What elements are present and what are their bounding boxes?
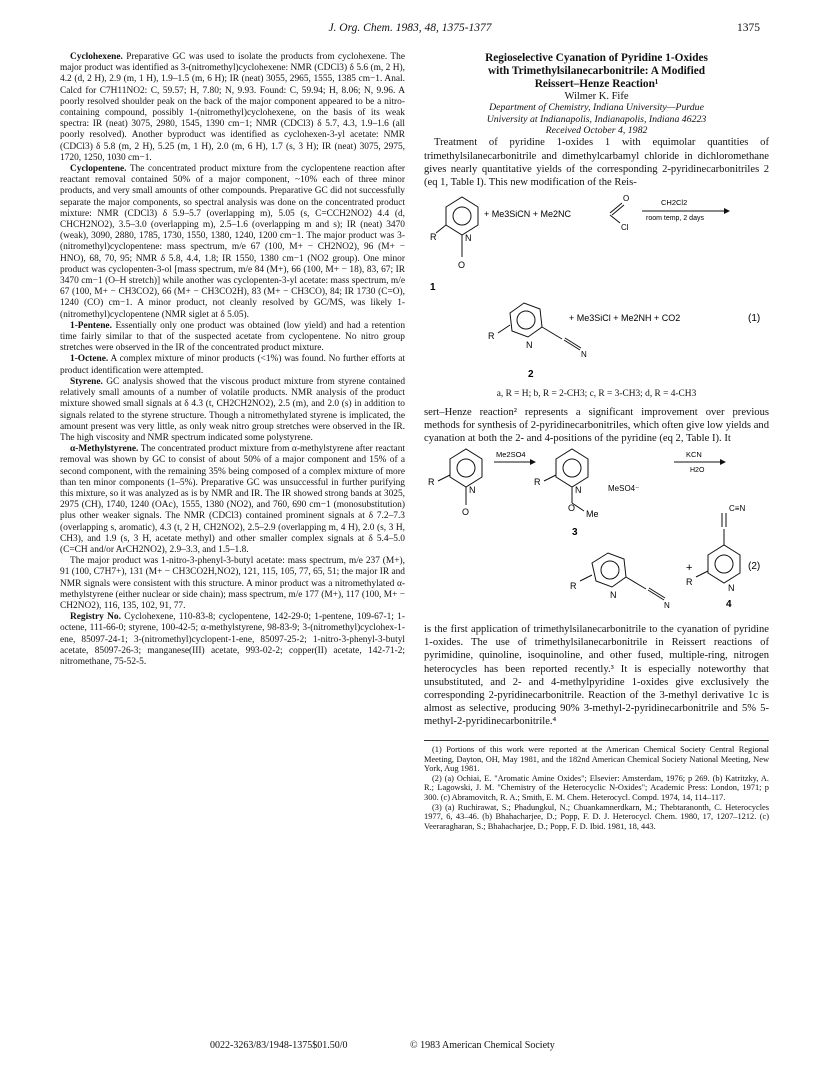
isonicotinonitrile-ring bbox=[696, 513, 740, 583]
o-label-3: O bbox=[462, 507, 470, 518]
running-head bbox=[60, 22, 760, 38]
registry-numbers bbox=[60, 612, 405, 668]
section-text: The concentrated product mixture from the cyclopentene reaction after reactant removal contained 50% of a major component, ~10% each of three minor products, and very small amounts of other compounds. Preparative GC did not successfully separate the major components, so spectral analysis was done on the concentrated product mixture: NMR (CDCl3) δ 5.9–5.7 (overlapping m), 5.05 (s, C=CCH2NO2) 4.4 (d, CHCH2NO2), 3.5–3.0 (overlapping m), 2.5–1.6 (overlapping m and s); IR (neat) 3470 (weak), 3090, 2880, 1785, 1730, 1550, 1380, 1240, 1200 cm−1. The major product was 3-(nitromethyl)cyclopentene: mass spectrum, m/e 67 (100, M+ − CH2NO2), 96 (M+ − HNO), 68, 70, 95; NMR δ 5.8, 4.4, 1.8; IR 1550, 1380 cm−1 (NO2 group). One minor product was cyclopenten-3-ol [mass spectrum, m/e 84 (M+), 66 (100, M+ − 18), 83, 67; IR 3470 cm−1 (O–H stretch)] while another was cyclopenten-3-yl acetate: mass spectrum, m/e 67 (100, M+ − CH3CO2), 66 (M+ − CH3CO2H), 83 (M+ − CH3CO), 84; IR 1730 (C=O), 1240 (CO) cm−1. A minor product, not cleanly resolved by GC/MS, was likely 1-(nitromethyl)cyclopentene (NMR siglet at δ 5.05). bbox=[60, 164, 405, 320]
paragraph-3: is the first application of trimethylsilanecarbonitrile to the cyanation of pyridine 1-oxides. The use of trimethylsilanecarbonitrile in Reissert reactions of pyrimidine, quinoline, isoquinoline, and other fused, multiple-ring, nitrogen heterocycles has been reported recently.³ It is especially noteworthy that unsubstituted, and 2- and 4-methylpyridine 1-oxides give exclusively the corresponding 2-pyridinecarbonitrile. Reaction of the 3-methyl derivative 1c is almost as selective, producing 90% 3-methyl-2-pyridinecarbonitrile and 5% 5-methyl-2-pyridinecarbonitrile.⁴ bbox=[424, 624, 769, 727]
section-styrene bbox=[60, 377, 405, 444]
water-label: H2O bbox=[690, 467, 705, 475]
reaction-scheme-2 bbox=[424, 445, 769, 623]
pyridinecarbonitrile-ring bbox=[498, 303, 581, 350]
counterion-label: MeSO4⁻ bbox=[608, 484, 640, 494]
nitrile-label-4: C≡N bbox=[729, 504, 746, 514]
nitrile-n-label-2: N bbox=[664, 601, 670, 611]
title-line-3: Reissert–Henze Reaction¹ bbox=[534, 78, 659, 90]
carbonyl-oxygen: O bbox=[623, 193, 630, 203]
registry-text: Cyclohexene, 110-83-8; cyclopentene, 142-29-0; 1-pentene, 109-67-1; 1-octene, 111-66-0; styrene, 100-42-5; α-methylstyrene, 98-83-9; 3-(nitromethyl)cyclohex-1-ene, 85097-24-1; 3-(nitromethyl)cyclopent-1-ene, 85097-25-2; 1-nitro-3-phenyl-3-butyl acetate, 85097-26-3; manganese(III) acetate, 993-02-2; copper(II) acetate, 142-71-2; nitromethane, 75-52-5. bbox=[60, 612, 405, 667]
plus-sign: + bbox=[686, 562, 693, 575]
r-label-4: R bbox=[534, 477, 541, 488]
n-label-5: N bbox=[610, 590, 617, 601]
section-octene bbox=[60, 354, 405, 376]
affiliation-line-2: University at Indianapolis, Indianapolis, Indiana 46223 bbox=[486, 113, 707, 125]
affiliation bbox=[424, 102, 769, 125]
methoxypyridinium-ring bbox=[544, 449, 588, 514]
registry-heading: Registry No. bbox=[70, 612, 121, 623]
section-methylstyrene bbox=[60, 444, 405, 556]
reference-3: (3) (a) Ruchirawat, S.; Phadungkul, N.; Chuankamnerdkarn, M.; Thebtaranonth, C. Heterocycles 1977, 6, 43–46. (b) Bhahacharjee, D.; Popp, F. D. J. Heterocycl. Chem. 1980, 17, 1207–1212. (c) Veeraragharan, S.; Bhahacharjee, D.; Popp, F. D. Ibid. 1981, 18, 443. bbox=[424, 802, 769, 831]
byproducts-text: + Me3SiCl + Me2NH + CO2 bbox=[569, 312, 681, 323]
right-column bbox=[424, 52, 769, 831]
compound-2-label: 2 bbox=[528, 368, 534, 380]
section-cyclopentene bbox=[60, 164, 405, 321]
arrowhead-2 bbox=[530, 459, 536, 465]
compound-1-label: 1 bbox=[430, 281, 436, 293]
section-pentene bbox=[60, 321, 405, 355]
left-column bbox=[60, 52, 405, 668]
carbonyl-chlorine: Cl bbox=[621, 222, 629, 232]
reaction-scheme-1 bbox=[424, 189, 769, 400]
equation-1-number: (1) bbox=[748, 312, 761, 324]
page-footer bbox=[60, 1040, 760, 1054]
product-2-ring bbox=[580, 553, 665, 600]
r-label: R bbox=[430, 231, 437, 242]
compound-3-label: 3 bbox=[572, 527, 578, 539]
n-label-2: N bbox=[526, 339, 533, 350]
equation-2-number: (2) bbox=[748, 561, 761, 573]
section-text: GC analysis showed that the viscous product mixture from styrene contained relatively small amounts of a number of volatile products. NMR analysis of the product mixture showed small signals at δ 4.3 (t, CH2CH2NO2), 2.5 (m), and 2.0 (s) in addition to signals related to the styrene structure. Though a nitromethylated styrene is implicated, the amount present was very little, as only weak nitro group stretches were observed in the IR. The high viscosity and NMR spectrum indicated some polystyrene. bbox=[60, 376, 406, 443]
kcn-label: KCN bbox=[686, 450, 702, 460]
r-label-3: R bbox=[428, 477, 435, 488]
dimethylsulfate-label: Me2SO4 bbox=[496, 450, 526, 460]
section-heading: α-Methylstyrene. bbox=[70, 444, 139, 455]
n-label-4: N bbox=[575, 485, 582, 496]
paragraph-1: Treatment of pyridine 1-oxides 1 with equimolar quantities of trimethylsilanecarbonitrile and dimethylcarbamyl chloride in dichloromethane gives nearly quantitative yields of the corresponding 2-pyridinecarbonitriles 2 (eq 1, Table I). This new modification of the Reis- bbox=[424, 137, 769, 188]
scheme-1-caption: a, R = H; b, R = 2-CH3; c, R = 3-CH3; d, R = 4-CH3 bbox=[496, 388, 697, 399]
section-heading: 1-Octene. bbox=[70, 354, 109, 365]
affiliation-line-1: Department of Chemistry, Indiana University—Purdue bbox=[489, 102, 704, 114]
received-date: Received October 4, 1982 bbox=[545, 125, 648, 137]
scheme-2-drawing bbox=[424, 445, 769, 623]
conditions-label: room temp, 2 days bbox=[646, 214, 704, 222]
section-text: The concentrated product mixture from α-methylstyrene after reactant removal was shown by GC to consist of about 50% of a major component and 15% of a second component, with the remaining 35% being composed of a complex mixture of more than ten minor components (1–5%). Preparative GC was unsuccessful in further purifying this mixture, so it was analyzed as is by NMR and IR. The IR showed strong bands at 3025, 2975 (CH), 1740, 1240 (OAc), 1555, 1380 (NO2), and 760, 690 cm−1 (monosubstitution) plus other weaker signals. The NMR (CDCl3) contained prominent signals at δ 7.2–7.3 (overlapping s, aromatic), 4.3 (t, 2 H, CH2NO2), 2.5–2.9 (overlapping m, 4 H), 2.0 (s, 3 H, CH3), and 1.9 (s, 3 H, acetate methyl) and other smaller complex signals at δ 5.4–5.0 (C=CH and/or ArCH2NO2), 2.9–3.3, and 1.5–1.8. bbox=[60, 444, 405, 555]
methyl-label: Me bbox=[586, 509, 599, 520]
section-cyclohexene bbox=[60, 52, 405, 164]
carbamyl-bond bbox=[610, 203, 624, 223]
journal-citation: J. Org. Chem. 1983, 48, 1375-1377 bbox=[328, 22, 492, 34]
compound-4-label: 4 bbox=[726, 599, 732, 611]
title-line-2: with Trimethylsilanecarbonitrile: A Modified bbox=[487, 65, 706, 77]
section-text: A complex mixture of minor products (<1%) was found. No further efforts at product identification were attempted. bbox=[60, 354, 405, 376]
r-label-6: R bbox=[686, 577, 693, 588]
r-label-2: R bbox=[488, 330, 495, 341]
article-title bbox=[424, 52, 769, 91]
article-code: 0022-3263/83/1948-1375$01.50/0 bbox=[210, 1040, 348, 1051]
author: Wilmer K. Fife bbox=[564, 91, 629, 102]
solvent-label: CH2Cl2 bbox=[661, 197, 688, 207]
reference-2: (2) (a) Ochiai, E. "Aromatic Amine Oxides"; Elsevier: Amsterdam, 1976; p 269. (b) Katritzky, A. R.; Lagowski, J. M. "Chemistry of the Heterocyclic N-Oxides"; Academic Press: London, 1971; p 300. (c) Abramovitch, R. A.; Smith, E. M. Chem. Heterocycl. Compd. 1974, 14, 114–117. bbox=[424, 773, 769, 802]
title-line-1: Regioselective Cyanation of Pyridine 1-Oxides bbox=[485, 52, 708, 64]
n-label-6: N bbox=[728, 583, 735, 594]
section-heading: Cyclohexene. bbox=[70, 52, 123, 62]
section-heading: 1-Pentene. bbox=[70, 320, 112, 331]
section-methylstyrene-2: The major product was 1-nitro-3-phenyl-3-butyl acetate: mass spectrum, m/e 237 (M+), 91 (100, C7H7+), 131 (M+ − CH3CO2H,NO2), 121, 115, 105, 77, 65, 51; the major IR and NMR signals were consistent with this structure. A minor product was a nitromethylated α-methylstyrene (either nuclear or side chain); mass spectrum, m/e 177 (M+), 117 (100, M+ − CH2NO2), 116, 135, 102, 91, 77. bbox=[60, 556, 405, 611]
o-label-4: O bbox=[568, 503, 576, 514]
arrowhead-3 bbox=[720, 459, 726, 465]
section-heading: Styrene. bbox=[70, 376, 103, 387]
n-label-3: N bbox=[469, 485, 476, 496]
copyright: © 1983 American Chemical Society bbox=[410, 1040, 555, 1051]
arrowhead-1 bbox=[724, 208, 730, 214]
r-label-5: R bbox=[570, 581, 577, 592]
section-text: Essentially only one product was obtained (low yield) and had a retention time fairly similar to that of the suspected acetate from cyclopentene. No nitro group stretches were observed in the IR of the concentrated product mixture. bbox=[60, 320, 406, 354]
paragraph-2: sert–Henze reaction² represents a significant improvement over previous methods for synthesis of 2-pyridinecarbonitriles, which often give low yields and cyanation at both the 2- and 4-positions of the pyridine (eq 2, Table I). It bbox=[424, 406, 769, 445]
reference-1: (1) Portions of this work were reported at the American Chemical Society Central Regional Meeting, Dayton, OH, May 1981, and the 182nd American Chemical Society National Meeting, New York, Aug 1981. bbox=[424, 745, 769, 774]
o-label: O bbox=[458, 259, 466, 270]
references bbox=[424, 740, 769, 831]
pyridine-n-oxide-ring bbox=[436, 197, 478, 257]
n-label: N bbox=[465, 232, 472, 243]
scheme-1-drawing bbox=[424, 189, 769, 387]
section-heading: Cyclopentene. bbox=[70, 164, 127, 175]
page-number: 1375 bbox=[737, 22, 760, 34]
n-oxide-ring-2 bbox=[438, 449, 482, 505]
section-text: Preparative GC was used to isolate the products from cyclohexene. The major product was identified as 3-(nitromethyl)cyclohexene: NMR (CDCl3) δ 5.6 (m, 2 H), 4.2 (d, 2 H), 2.9 (m, 1 H), 1.9–1.5 (m, 6 H); IR (neat) 3055, 2965, 1555, 1385 cm−1. Anal. Calcd for C7H11NO2: C, 59.57; H, 7.80; N, 9.93. Found: C, 59.94; H, 8.06; N, 9.96. A poorly resolved shoulder peak on the back of the major component appeared to be a nitro-containing compound, possibly 1-(nitromethyl)cyclohexene, on the basis of its weak spectra: IR (neat) 3075, 2980, 1545, 1390 cm−1; NMR (CDCl3) δ 5.7, 4.3, 1.9–1.6 (all poorly resolved). Another byproduct was identified as cyclohexen-3-yl acetate: NMR (CDCl3) δ 5.8 (m, 2 H), 5.25 (m, 1 H), 2.0 (m, 6 H), 1.7 (s, 3 H); IR (neat) 3075, 2975, 1720, 1250, 1030 cm−1. bbox=[60, 52, 405, 163]
reagents-text: + Me3SiCN + Me2NC bbox=[484, 208, 572, 219]
nitrile-n-label: N bbox=[581, 349, 587, 359]
